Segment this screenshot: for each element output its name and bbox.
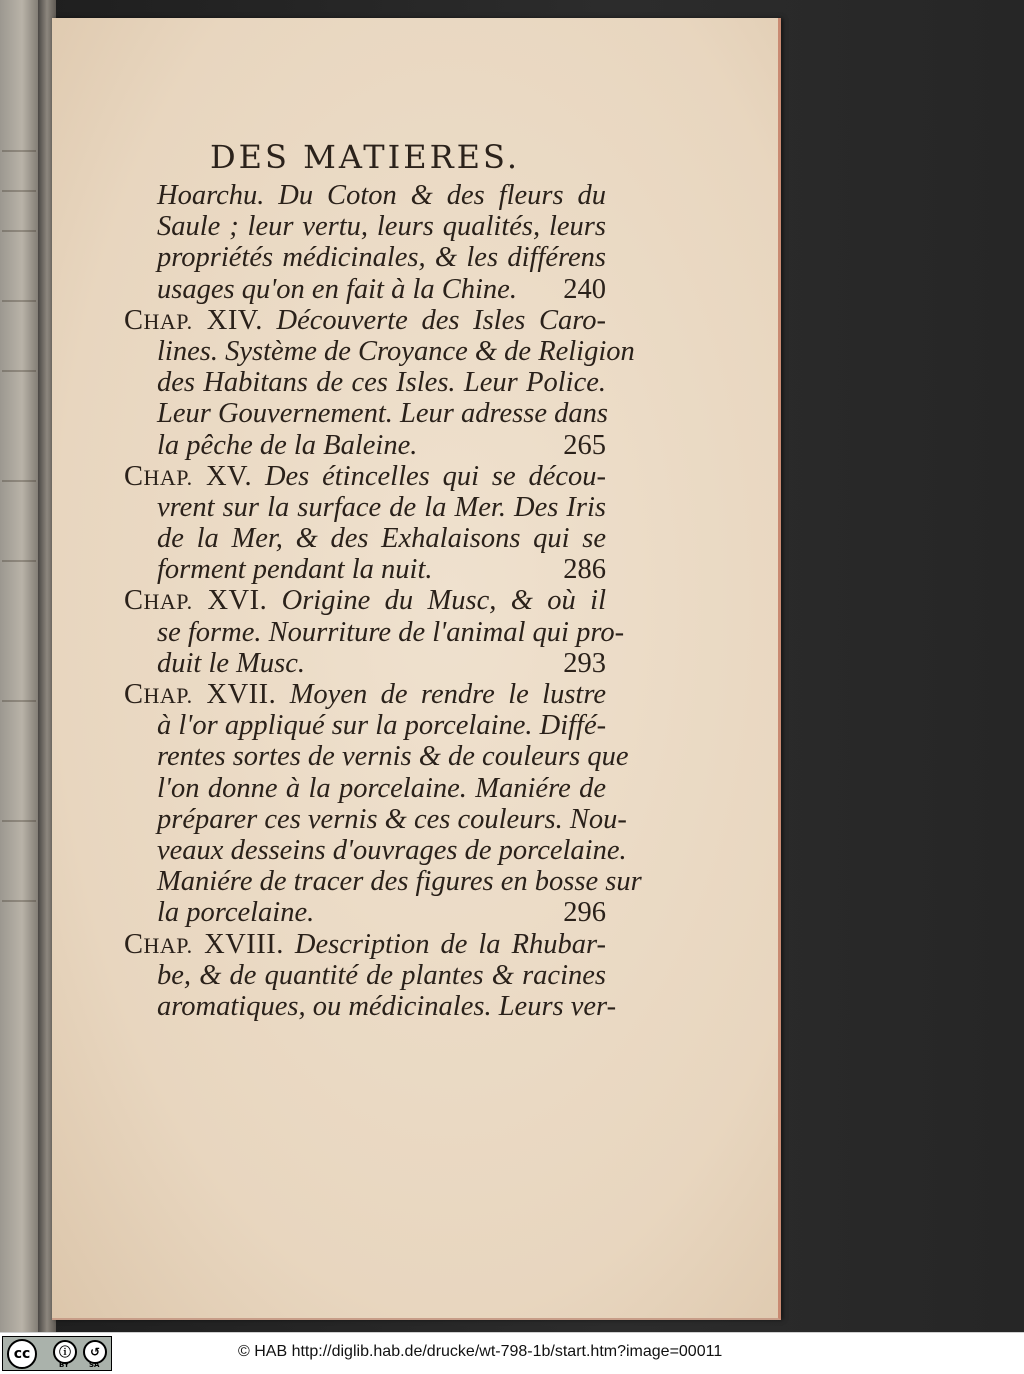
entry-final-line — [124, 897, 606, 928]
entry-line — [124, 211, 606, 242]
chapter-title: Moyen de rendre le lustre — [289, 679, 607, 710]
entry-text: forment pendant la nuit. — [157, 554, 433, 586]
chapter-title: Origine du Musc, & où il — [281, 585, 606, 617]
entry-line — [124, 741, 629, 773]
entry-text: des Habitans de ces Isles. Leur Police. — [157, 367, 606, 399]
chapter-entry-line — [124, 305, 606, 336]
chapter-number: CHAP. XVII. — [124, 679, 277, 710]
chapter-entry-line — [124, 461, 606, 492]
entry-final-line — [124, 274, 606, 305]
entry-text: Hoarchu. Du Coton & des fleurs du — [157, 180, 606, 211]
chapter-title: Des étincelles qui se décou- — [264, 460, 606, 492]
page-number: 293 — [563, 647, 606, 679]
footer-bar — [0, 1332, 1024, 1374]
entry-text: propriétés médicinales, & les différens — [157, 242, 606, 274]
entry-text: be, & de quantité de plantes & racines — [157, 959, 606, 991]
entry-text: usages qu'on en fait à la Chine. — [157, 273, 517, 305]
cc-license-badge[interactable] — [2, 1336, 112, 1371]
share-alike-icon: ↺ — [83, 1340, 107, 1364]
by-label: BY — [59, 1361, 70, 1369]
entry-text: lines. Système de Croyance & de Religion — [157, 335, 635, 367]
entry-line — [124, 335, 635, 367]
entry-text: de la Mer, & des Exhalaisons qui se — [157, 523, 606, 555]
entry-text: l'on donne à la porcelaine. Maniére de — [157, 772, 606, 804]
entry-line — [124, 803, 627, 835]
chapter-entry-line — [124, 585, 606, 616]
chapter-number: CHAP. XV. — [124, 460, 253, 492]
entry-text: la pêche de la Baleine. — [157, 429, 418, 461]
toc-lines — [124, 180, 642, 1022]
page-number: 286 — [563, 554, 606, 586]
chapter-title: Description de la Rhubar- — [294, 928, 606, 960]
page-number: 240 — [563, 273, 606, 305]
entry-text: vrent sur la surface de la Mer. Des Iris — [157, 491, 606, 523]
chapter-entry-line — [124, 929, 606, 960]
entry-final-line — [124, 648, 606, 679]
attribution-icon: ⓘ — [53, 1340, 77, 1364]
chapter-number: CHAP. XVI. — [124, 585, 268, 617]
entry-line — [124, 773, 606, 804]
entry-final-line — [124, 430, 606, 461]
entry-final-line — [124, 554, 606, 585]
table-of-contents — [124, 138, 642, 1022]
cc-icon: cc — [7, 1339, 37, 1369]
entry-line — [124, 616, 625, 648]
entry-line — [124, 960, 606, 991]
facing-page-edge — [0, 0, 40, 1332]
entry-line — [124, 523, 606, 554]
page-number: 296 — [563, 897, 606, 929]
entry-text: Saule ; leur vertu, leurs qualités, leurs — [157, 211, 606, 243]
chapter-entry-line — [124, 679, 606, 710]
chapter-number: CHAP. XIV. — [124, 304, 263, 336]
entry-line — [124, 242, 606, 273]
entry-text: à l'or appliqué sur la porcelaine. Diffé- — [157, 710, 607, 742]
page-number: 265 — [563, 429, 606, 461]
entry-text: aromatiques, ou médicinales. Leurs ver- — [157, 990, 617, 1022]
entry-text: rentes sortes de vernis & de couleurs que — [157, 741, 629, 773]
chapter-number: CHAP. XVIII. — [124, 928, 284, 960]
entry-line — [124, 710, 606, 741]
entry-line — [124, 492, 606, 523]
entry-text: Leur Gouvernement. Leur adresse dans — [157, 398, 608, 430]
entry-line — [124, 990, 617, 1022]
entry-line — [124, 180, 606, 211]
entry-text: Maniére de tracer des figures en bosse sur — [157, 866, 642, 898]
entry-text: se forme. Nourriture de l'animal qui pro- — [157, 616, 625, 648]
entry-text: duit le Musc. — [157, 647, 306, 679]
entry-text: préparer ces vernis & ces couleurs. Nou- — [157, 803, 627, 835]
entry-line — [124, 866, 642, 898]
book-page — [52, 18, 781, 1320]
entry-text: la porcelaine. — [157, 897, 315, 929]
copyright-url[interactable]: © HAB http://diglib.hab.de/drucke/wt-798-1b/start.htm?image=00011 — [238, 1343, 723, 1360]
entry-text: veaux desseins d'ouvrages de porcelaine. — [157, 834, 627, 866]
sa-label: SA — [89, 1361, 100, 1369]
entry-line — [124, 834, 627, 866]
entry-line — [124, 367, 606, 398]
entry-line — [124, 398, 606, 429]
running-head: DES MATIERES. — [210, 138, 520, 176]
chapter-title: Découverte des Isles Caro- — [276, 304, 607, 336]
